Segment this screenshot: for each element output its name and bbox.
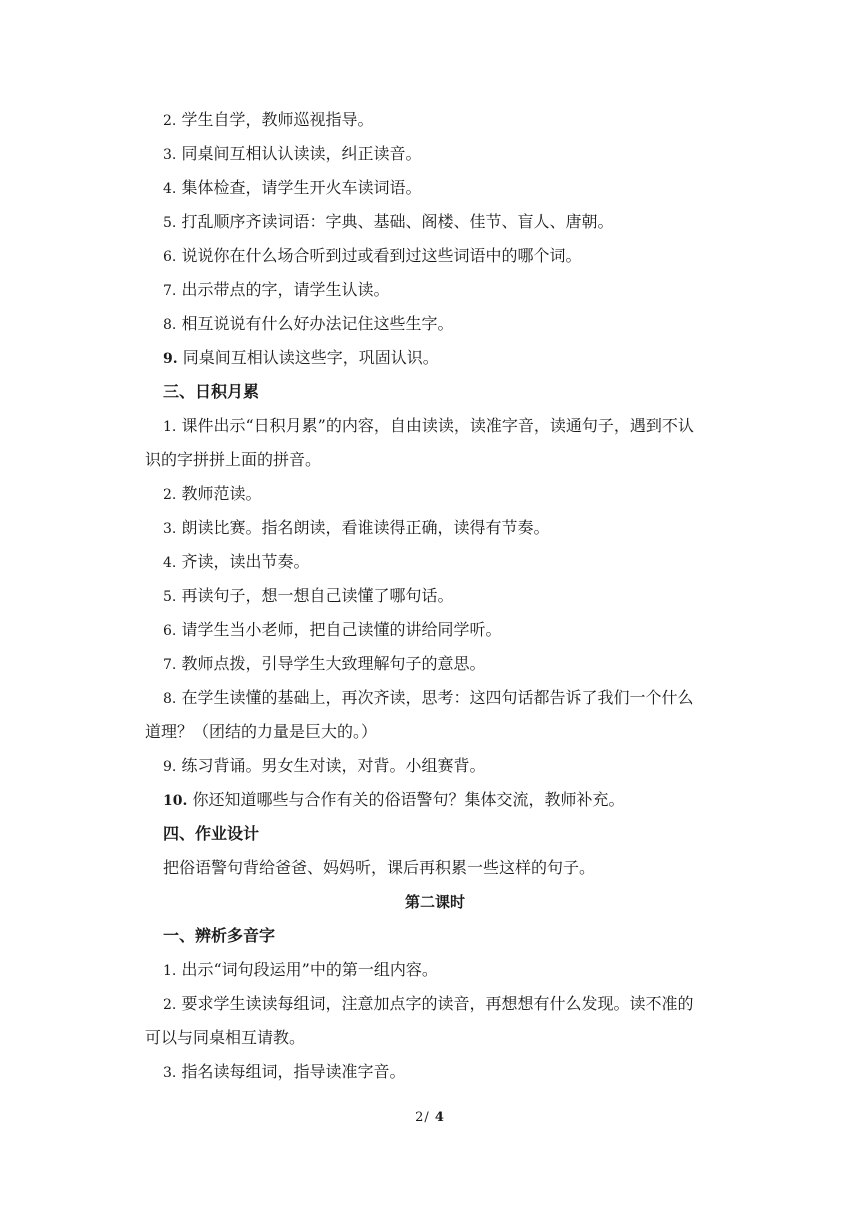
item-number: 5. [163,589,177,605]
item-number: 7. [163,657,177,673]
item-number: 3. [163,521,177,537]
page-separator: / [424,1110,430,1125]
section-heading: 四、作业设计 [163,824,260,843]
list-item [0,681,860,715]
item-number: 9. [163,351,178,367]
item-continuation: 识的字拼拼上面的拼音。 [145,450,322,469]
document-body [0,103,860,1089]
list-item [0,205,860,239]
item-continuation: 可以与同桌相互请教。 [145,1028,306,1047]
item-text: 相互说说有什么好办法记住这些生字。 [181,314,454,333]
item-text: 集体检查，请学生开火车读词语。 [181,178,422,197]
item-number: 9. [163,759,177,775]
item-text: 再读句子，想一想自己读懂了哪句话。 [181,586,454,605]
item-number: 2. [163,113,177,129]
item-number: 6. [163,249,177,265]
list-item [0,477,860,511]
list-item [0,545,860,579]
list-item [0,511,860,545]
item-number: 8. [163,691,177,707]
item-number: 5. [163,215,177,231]
item-text: 你还知道哪些与合作有关的俗语警句？集体交流，教师补充。 [192,790,625,809]
item-number: 4. [163,555,177,571]
item-text: 请学生当小老师，把自己读懂的讲给同学听。 [181,620,502,639]
item-text: 出示“词句段运用”中的第一组内容。 [181,960,438,979]
item-number: 3. [163,1065,177,1081]
list-item [0,307,860,341]
paragraph: 把俗语警句背给爸爸、妈妈听，课后再积累一些这样的句子。 [163,858,596,877]
item-number: 1. [163,963,177,979]
list-item [0,137,860,171]
item-text: 练习背诵。男女生对读，对背。小组赛背。 [181,756,486,775]
item-text: 齐读，读出节奏。 [181,552,310,571]
list-item [0,783,860,817]
list-item [0,239,860,273]
list-item [0,409,860,443]
item-number: 1. [163,419,177,435]
item-number: 3. [163,147,177,163]
item-text: 课件出示“日积月累”的内容，自由读读，读准字音，读通句子，遇到不认 [181,416,694,435]
item-number: 2. [163,997,177,1013]
item-text: 朗读比赛。指名朗读，看谁读得正确，读得有节奏。 [181,518,550,537]
list-item [0,273,860,307]
section-heading: 一、辨析多音字 [163,926,276,945]
list-item [0,579,860,613]
item-continuation: 道理？（团结的力量是巨大的。） [145,722,378,741]
item-text: 同桌间互相认认读读，纠正读音。 [181,144,422,163]
list-item [0,103,860,137]
item-text: 出示带点的字，请学生认读。 [181,280,390,299]
item-text: 要求学生读读每组词，注意加点字的读音，再想想有什么发现。读不准的 [181,994,694,1013]
item-text: 教师范读。 [181,484,262,503]
page-number: 2 [415,1110,425,1125]
item-text: 指名读每组词，指导读准字音。 [181,1062,406,1081]
item-text: 同桌间互相认读这些字，巩固认识。 [182,348,439,367]
item-number: 2. [163,487,177,503]
list-item [0,341,860,375]
item-text: 学生自学，教师巡视指导。 [181,110,374,129]
item-text: 说说你在什么场合听到过或看到过这些词语中的哪个词。 [181,246,582,265]
item-number: 6. [163,623,177,639]
item-text: 教师点拨，引导学生大致理解句子的意思。 [181,654,486,673]
item-text: 打乱顺序齐读词语：字典、基础、阁楼、佳节、盲人、唐朝。 [181,212,614,231]
item-number: 8. [163,317,177,333]
list-item [0,953,860,987]
list-item [0,647,860,681]
section-heading: 三、日积月累 [163,382,260,401]
item-text: 在学生读懂的基础上，再次齐读，思考：这四句话都告诉了我们一个什么 [181,688,694,707]
list-item [0,1055,860,1089]
item-number: 10. [163,793,188,809]
list-item [0,987,860,1021]
lesson-title: 第二课时 [404,893,465,911]
list-item [0,749,860,783]
item-number: 7. [163,283,177,299]
page-total: 4 [434,1110,445,1125]
list-item [0,171,860,205]
list-item [0,613,860,647]
page-footer [0,1110,860,1125]
item-number: 4. [163,181,177,197]
